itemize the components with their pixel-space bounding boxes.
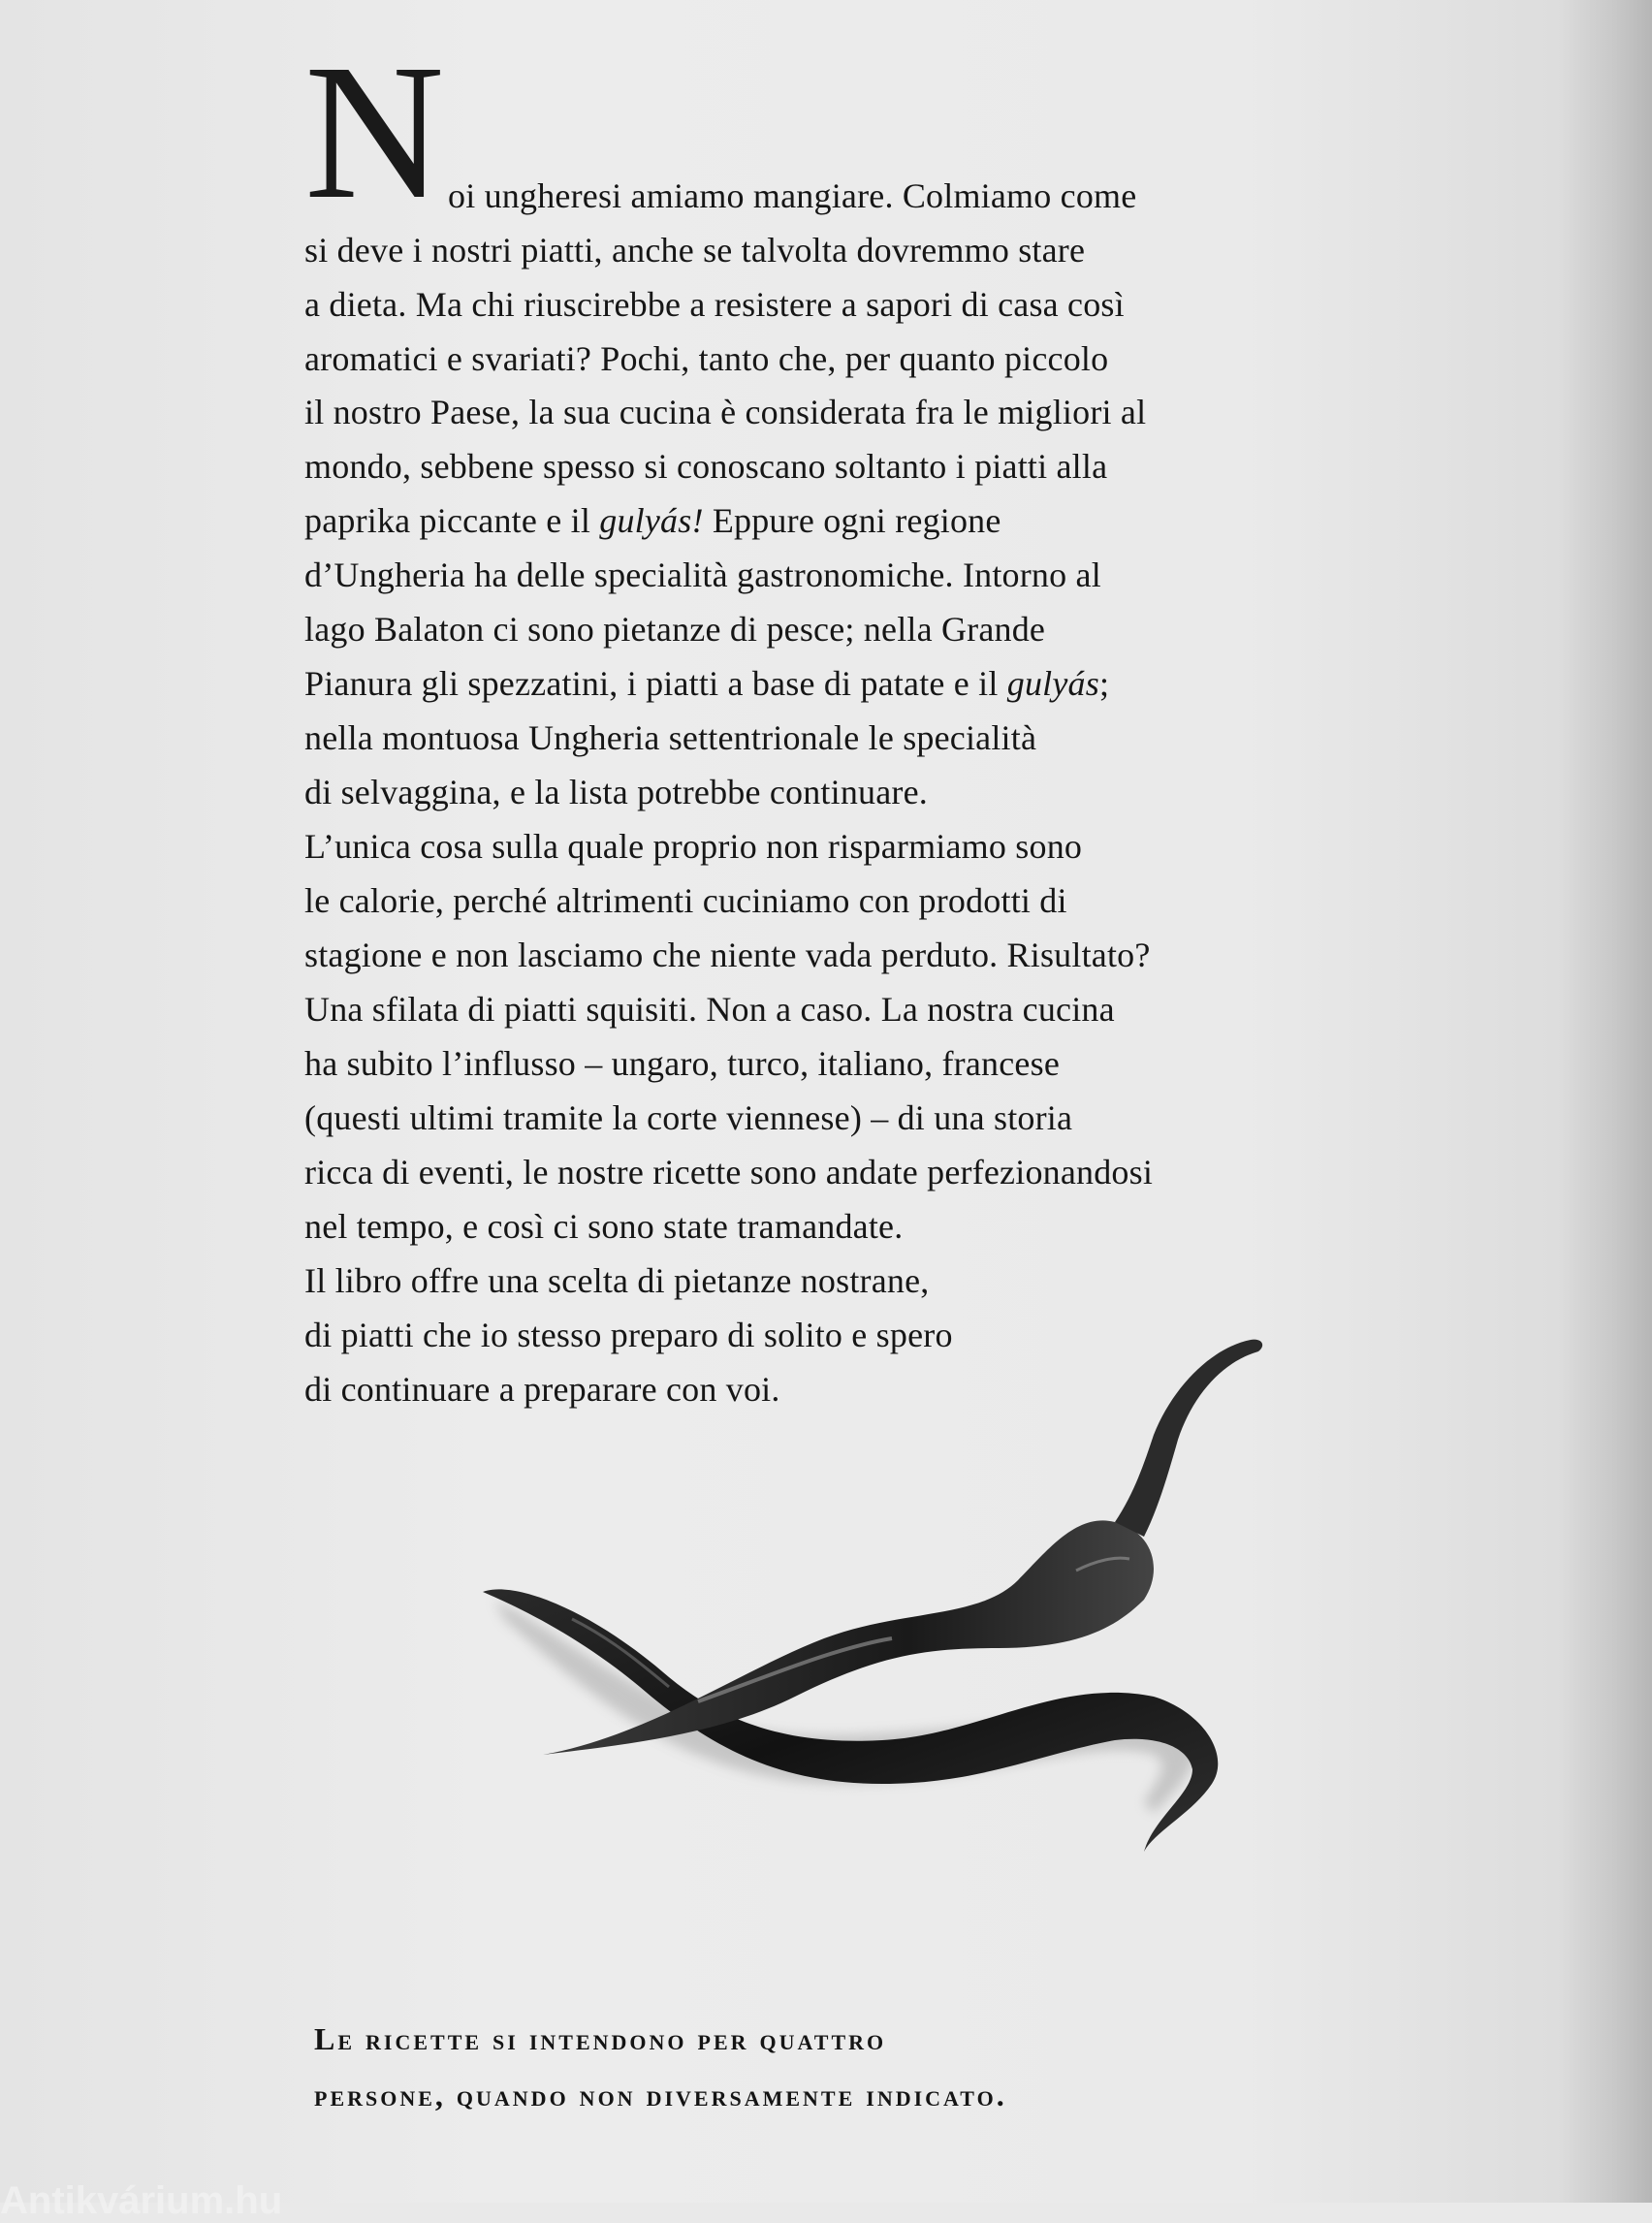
text-line: di continuare a preparare con voi.: [304, 1370, 780, 1409]
footnote-line: Le ricette si intendono per quattro: [314, 2021, 887, 2056]
text-line: stagione e non lasciamo che niente vada perduto. Risultato?: [304, 936, 1151, 974]
page-binding-shadow: [1559, 0, 1652, 2203]
text-line: oi ungheresi amiamo mangiare. Colmiamo come: [448, 176, 1137, 215]
text-line: di piatti che io stesso preparo di solito e spero: [304, 1316, 953, 1354]
text-line: lago Balaton ci sono pietanze di pesce; nella Grande: [304, 610, 1046, 649]
text-line: aromatici e svariati? Pochi, tanto che, per quanto piccolo: [304, 339, 1109, 378]
text-line: le calorie, perché altrimenti cuciniamo con prodotti di: [304, 881, 1067, 920]
text-line: a dieta. Ma chi riuscirebbe a resistere a sapori di casa così: [304, 285, 1125, 324]
text-segment: Eppure ogni regione: [703, 501, 1001, 540]
text-line: ricca di eventi, le nostre ricette sono andate perfezionandosi: [304, 1153, 1154, 1191]
text-line: il nostro Paese, la sua cucina è considerata fra le migliori al: [304, 393, 1147, 431]
text-line: d’Ungheria ha delle specialità gastronomiche. Intorno al: [304, 556, 1101, 594]
italic-term: gulyás: [1006, 664, 1099, 703]
watermark: Antikvárium.hu: [0, 2179, 283, 2222]
pepper-stem: [1115, 1340, 1262, 1537]
text-line: L’unica cosa sulla quale proprio non risparmiamo sono: [304, 827, 1083, 866]
text-segment: Pianura gli spezzatini, i piatti a base di patate e il: [304, 664, 1007, 703]
footnote: [314, 2011, 1381, 2123]
italic-term: gulyás!: [599, 501, 704, 540]
text-line: Una sfilata di piatti squisiti. Non a caso. La nostra cucina: [304, 990, 1115, 1029]
chili-peppers-illustration: [475, 1328, 1270, 1871]
footnote-line: persone, quando non diversamente indicato.: [314, 2078, 1007, 2112]
text-segment: ;: [1098, 664, 1110, 703]
pepper-back: [483, 1589, 1218, 1852]
text-segment: paprika piccante e il: [304, 501, 600, 540]
text-line: nella montuosa Ungheria settentrionale le specialità: [304, 718, 1037, 757]
text-line: si deve i nostri piatti, anche se talvolta dovremmo stare: [304, 231, 1086, 270]
text-line: [304, 664, 1109, 703]
text-line: mondo, sebbene spesso si conoscano soltanto i piatti alla: [304, 447, 1108, 486]
text-line: nel tempo, e così ci sono state tramandate.: [304, 1207, 904, 1246]
text-line: ha subito l’influsso – ungaro, turco, italiano, francese: [304, 1044, 1060, 1083]
text-line: di selvaggina, e la lista potrebbe continuare.: [304, 773, 928, 811]
text-line: [304, 501, 1001, 540]
text-line: Il libro offre una scelta di pietanze nostrane,: [304, 1261, 930, 1300]
drop-cap: N: [304, 25, 445, 239]
text-line: (questi ultimi tramite la corte viennese) – di una storia: [304, 1098, 1073, 1137]
